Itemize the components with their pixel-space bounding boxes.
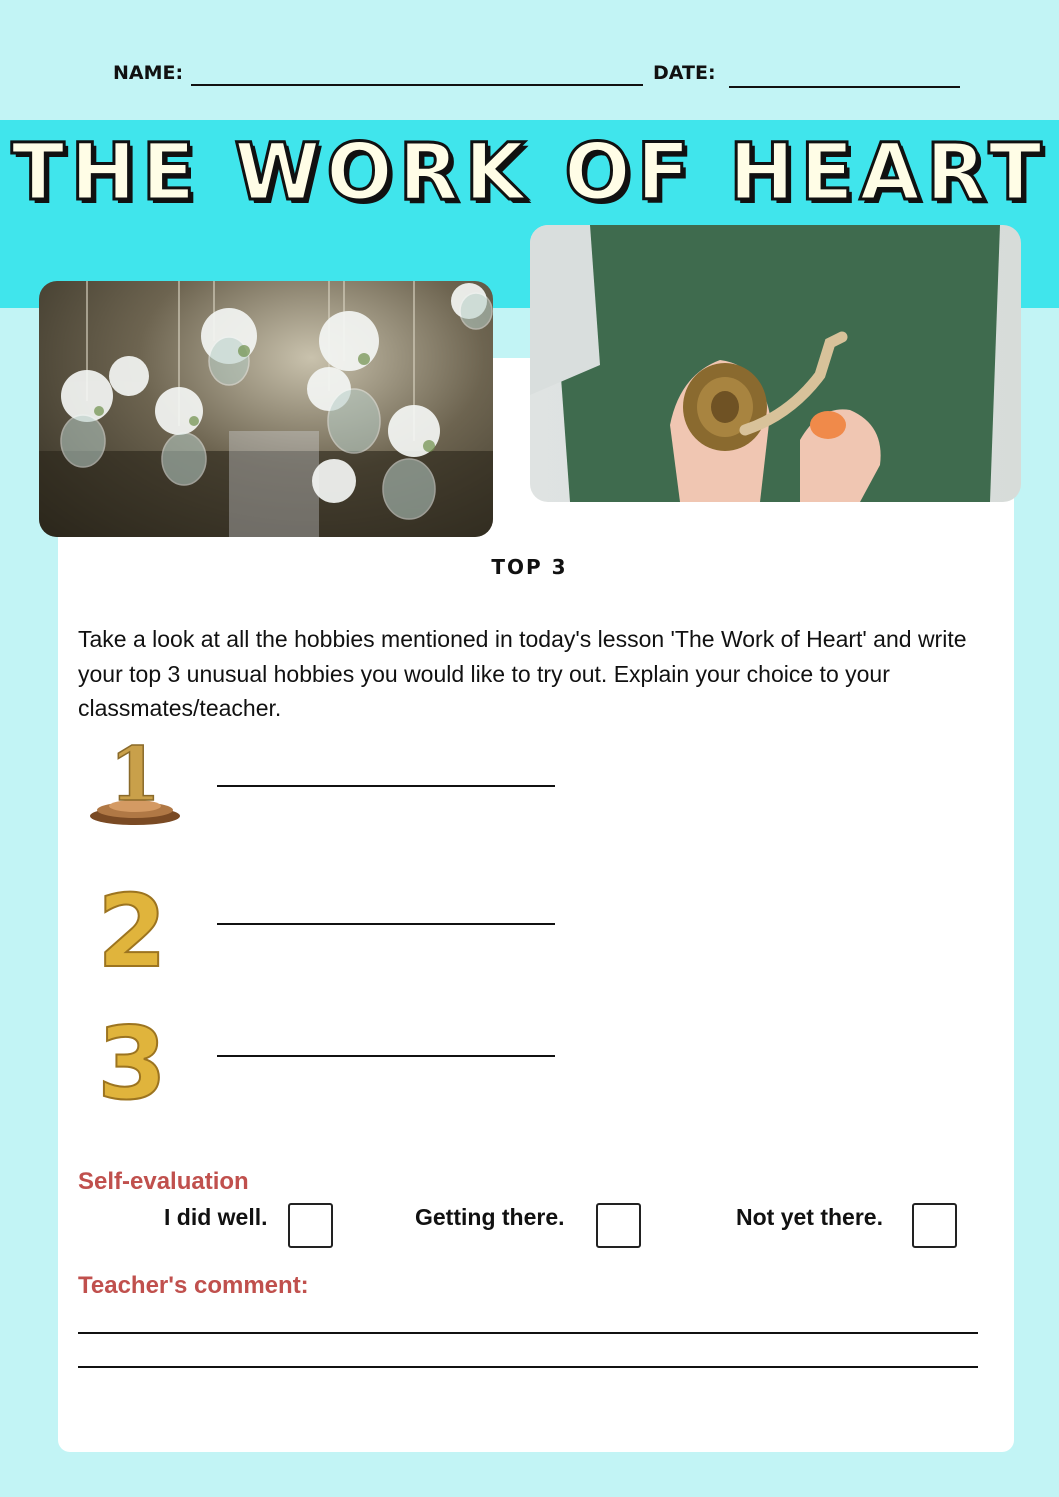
rank-1-trophy [88,734,184,830]
name-field[interactable] [191,84,643,86]
answer-line-2[interactable] [217,923,555,925]
comment-line-1[interactable] [78,1332,978,1334]
rank-2-number-graphic [88,878,184,974]
date-field[interactable] [729,86,960,88]
rank-3-number: 3 [97,1010,167,1106]
eval-option-getting-there-label: Getting there. [415,1204,565,1230]
answer-line-1[interactable] [217,785,555,787]
eval-option-did-well-label: I did well. [164,1204,268,1230]
instructions-text: Take a look at all the hobbies mentioned in today's lesson 'The Work of Heart' and write your top 3 unusual hobbies you would like to try out. Explain your choice to your classmates/teacher. [78,626,967,721]
name-label: NAME: [113,62,184,84]
section-heading: TOP 3 [491,555,568,579]
eval-checkbox-getting-there[interactable] [596,1203,641,1248]
date-label: DATE: [653,62,716,84]
rank-3-number-graphic [88,1010,184,1106]
snail-in-hands-photo [530,225,1021,502]
eval-option-not-yet-label: Not yet there. [736,1204,883,1230]
flower-bulbs-illustration [39,281,493,537]
snail-illustration [530,225,1021,502]
hanging-flower-bulbs-photo [39,281,493,537]
rank-1-number: 1 [109,734,161,818]
page-title: THE WORK OF HEART [11,128,1048,218]
answer-line-3[interactable] [217,1055,555,1057]
eval-checkbox-not-yet[interactable] [912,1203,957,1248]
rank-2-number: 2 [97,878,167,974]
teacher-comment-heading: Teacher's comment: [78,1272,309,1299]
comment-line-2[interactable] [78,1366,978,1368]
eval-checkbox-did-well[interactable] [288,1203,333,1248]
self-evaluation-heading: Self-evaluation [78,1168,249,1195]
